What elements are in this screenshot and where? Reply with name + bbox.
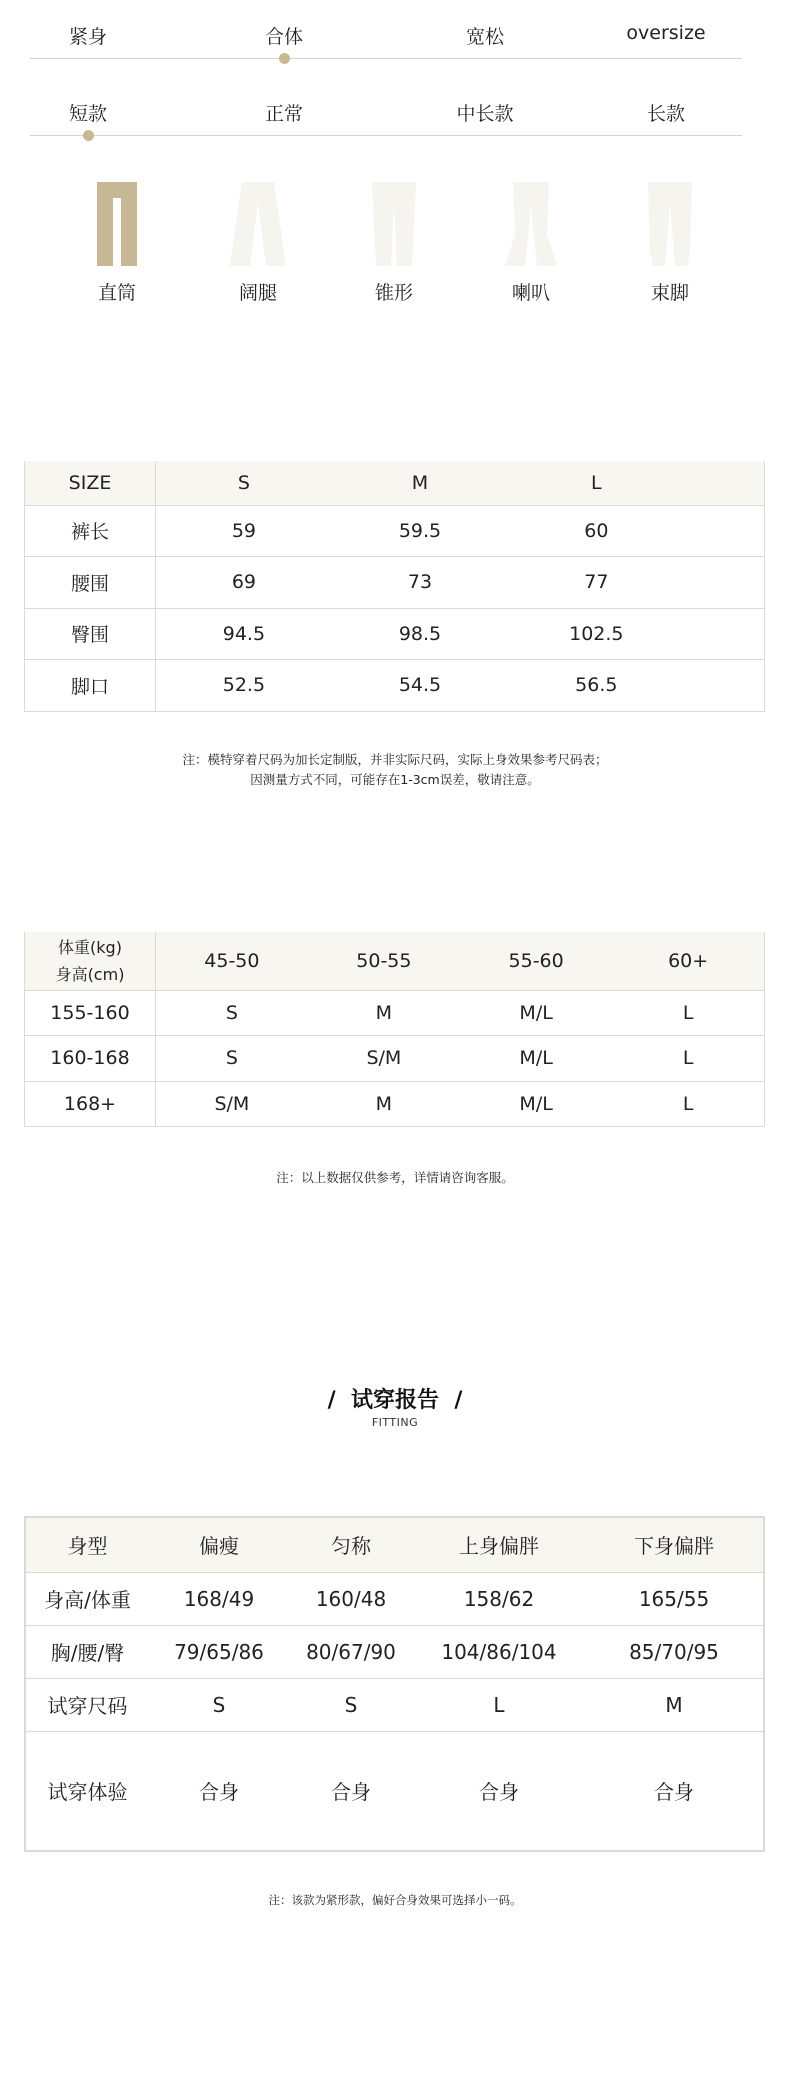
rec-header-cell: 60+ [612, 932, 764, 990]
length-option-midlong: 中长款 [456, 103, 514, 125]
fit_table-cell: 合身 [585, 1731, 764, 1851]
wide-pants-icon [228, 182, 288, 266]
fit_table-cell: 80/67/90 [289, 1625, 413, 1678]
size_table-row [25, 608, 765, 660]
fitting-title-text: 试穿报告 [350, 1388, 439, 1413]
fit_table-row [25, 1625, 764, 1678]
size_table-row-label: 腰围 [25, 557, 156, 609]
size_table-row [25, 557, 765, 609]
fit_table-row [25, 1572, 764, 1625]
size_table-cell: 59.5 [332, 505, 508, 557]
rec-header-cell: 45-50 [156, 932, 308, 990]
length-option-long: 长款 [646, 103, 685, 125]
fit-scale [30, 22, 742, 52]
fit_table-header-cell: 偏瘦 [149, 1517, 289, 1572]
size-table-filler [685, 505, 765, 557]
size_table-row-label: 臀围 [25, 608, 156, 660]
size_table-row-label: 脚口 [25, 660, 156, 712]
fit_table-cell: 158/62 [413, 1572, 585, 1625]
rec_table-cell: M [308, 990, 460, 1036]
length-option-short: 短款 [68, 103, 107, 125]
size_table-cell: 94.5 [156, 608, 332, 660]
fit_table-row-label: 胸/腰/臀 [25, 1625, 149, 1678]
fit-option-loose: 宽松 [465, 26, 504, 48]
size_table-cell: 73 [332, 557, 508, 609]
silhouette-label: 锥形 [374, 282, 413, 304]
rec-header-cell: 50-55 [308, 932, 460, 990]
silhouette-label: 阔腿 [238, 282, 277, 304]
straight-pants-icon [87, 182, 147, 266]
fit_table-cell: M [585, 1678, 764, 1731]
height-label: 身高(cm) [55, 964, 125, 984]
size_table-header-cell: M [332, 461, 508, 505]
size_table-cell: 77 [508, 557, 684, 609]
rec_table-row [25, 1036, 765, 1082]
fit_table-row [25, 1731, 764, 1851]
rec_table-row [25, 1081, 765, 1127]
size_table-cell: 69 [156, 557, 332, 609]
rec_table-cell: S/M [156, 1081, 308, 1127]
rec_table-row-label: 168+ [25, 1081, 156, 1127]
rec_table-cell: M/L [460, 990, 612, 1036]
rec_table-cell: S [156, 1036, 308, 1082]
fit-option-tight: 紧身 [68, 26, 107, 48]
fit_table-row-label: 身高/体重 [25, 1572, 149, 1625]
fit_table-header-cell: 上身偏胖 [413, 1517, 585, 1572]
title-slash-left: / [327, 1388, 336, 1413]
size-table-filler [685, 557, 765, 609]
fit-scale-marker [279, 53, 290, 64]
silhouette-tapered [324, 182, 464, 305]
rec_table-cell: M [308, 1081, 460, 1127]
fitting-report-table [24, 1516, 765, 1852]
rec_table-cell: S/M [308, 1036, 460, 1082]
size_table-header-cell: L [508, 461, 684, 505]
fit_table-cell: 79/65/86 [149, 1625, 289, 1678]
silhouette-label: 喇叭 [511, 282, 550, 304]
fit-option-oversize: oversize [626, 22, 706, 44]
fit_table-cell: 168/49 [149, 1572, 289, 1625]
size_table-cell: 52.5 [156, 660, 332, 712]
fit_table-row-label: 试穿尺码 [25, 1678, 149, 1731]
fitting-subtitle: FITTING [371, 1416, 419, 1429]
length-option-normal: 正常 [264, 103, 303, 125]
fit_table-header-cell: 身型 [25, 1517, 149, 1572]
size_table-row [25, 505, 765, 557]
size-recommendation-table [24, 932, 765, 1127]
silhouette-label: 束脚 [650, 282, 689, 304]
fit_table-row-label: 试穿体验 [25, 1731, 149, 1851]
rec_table-cell: L [612, 1081, 764, 1127]
fit_table-cell: 165/55 [585, 1572, 764, 1625]
rec-note: 注：以上数据仅供参考，详情请咨询客服。 [276, 1170, 514, 1185]
silhouette-flare [461, 182, 601, 305]
size_table-header-row [25, 461, 765, 505]
size_table-header-cell: S [156, 461, 332, 505]
tapered-pants-icon [364, 182, 424, 266]
fit_table-cell: 合身 [149, 1731, 289, 1851]
silhouette-straight [47, 182, 187, 305]
silhouette-jogger [600, 182, 740, 305]
size_table-cell: 54.5 [332, 660, 508, 712]
size_table-cell: 56.5 [508, 660, 684, 712]
rec_table-cell: M/L [460, 1036, 612, 1082]
title-slash-right: / [454, 1388, 463, 1413]
fit-scale-line [30, 58, 742, 59]
fitting-title [0, 1383, 790, 1414]
size_table-cell: 60 [508, 505, 684, 557]
fit_table-cell: 104/86/104 [413, 1625, 585, 1678]
length-scale-line [30, 135, 742, 136]
fit-option-regular: 合体 [264, 26, 303, 48]
rec_table-cell: L [612, 990, 764, 1036]
fit_table-cell: L [413, 1678, 585, 1731]
size-note-line1: 注：模特穿着尺码为加长定制版，并非实际尺码，实际上身效果参考尺码表； [182, 752, 608, 767]
fit_table-cell: S [149, 1678, 289, 1731]
rec_table-cell: M/L [460, 1081, 612, 1127]
size_table-row-label: 裤长 [25, 505, 156, 557]
size-table [24, 461, 765, 712]
rec-corner-cell [25, 932, 156, 990]
rec_table-row [25, 990, 765, 1036]
weight-label: 体重(kg) [58, 937, 122, 957]
rec_table-cell: S [156, 990, 308, 1036]
rec-header-cell: 55-60 [460, 932, 612, 990]
size_table-cell: 102.5 [508, 608, 684, 660]
fit_table-cell: 合身 [413, 1731, 585, 1851]
length-scale [30, 99, 742, 129]
fit_table-cell: 合身 [289, 1731, 413, 1851]
fit_table-header-cell: 下身偏胖 [585, 1517, 764, 1572]
length-scale-marker [83, 130, 94, 141]
silhouette-wide [188, 182, 328, 305]
rec-header-row [25, 932, 765, 990]
fit_table-header-row [25, 1517, 764, 1572]
size_table-cell: 59 [156, 505, 332, 557]
silhouette-row [0, 182, 790, 312]
size-table-filler [685, 461, 765, 505]
fit_table-row [25, 1678, 764, 1731]
rec_table-cell: L [612, 1036, 764, 1082]
rec_table-row-label: 155-160 [25, 990, 156, 1036]
jogger-pants-icon [640, 182, 700, 266]
size-table-filler [685, 608, 765, 660]
silhouette-label: 直筒 [97, 282, 136, 304]
size-note [0, 750, 790, 790]
fit-note: 注：该款为紧形款，偏好合身效果可选择小一码。 [268, 1893, 522, 1907]
fit_table-cell: 85/70/95 [585, 1625, 764, 1678]
size_table-header-cell: SIZE [25, 461, 156, 505]
fit_table-header-cell: 匀称 [289, 1517, 413, 1572]
fit_table-cell: S [289, 1678, 413, 1731]
size-table-filler [685, 660, 765, 712]
flare-pants-icon [501, 182, 561, 266]
size_table-cell: 98.5 [332, 608, 508, 660]
rec_table-row-label: 160-168 [25, 1036, 156, 1082]
size-note-line2: 因测量方式不同，可能存在1-3cm误差，敬请注意。 [250, 772, 540, 787]
size_table-row [25, 660, 765, 712]
fit_table-cell: 160/48 [289, 1572, 413, 1625]
